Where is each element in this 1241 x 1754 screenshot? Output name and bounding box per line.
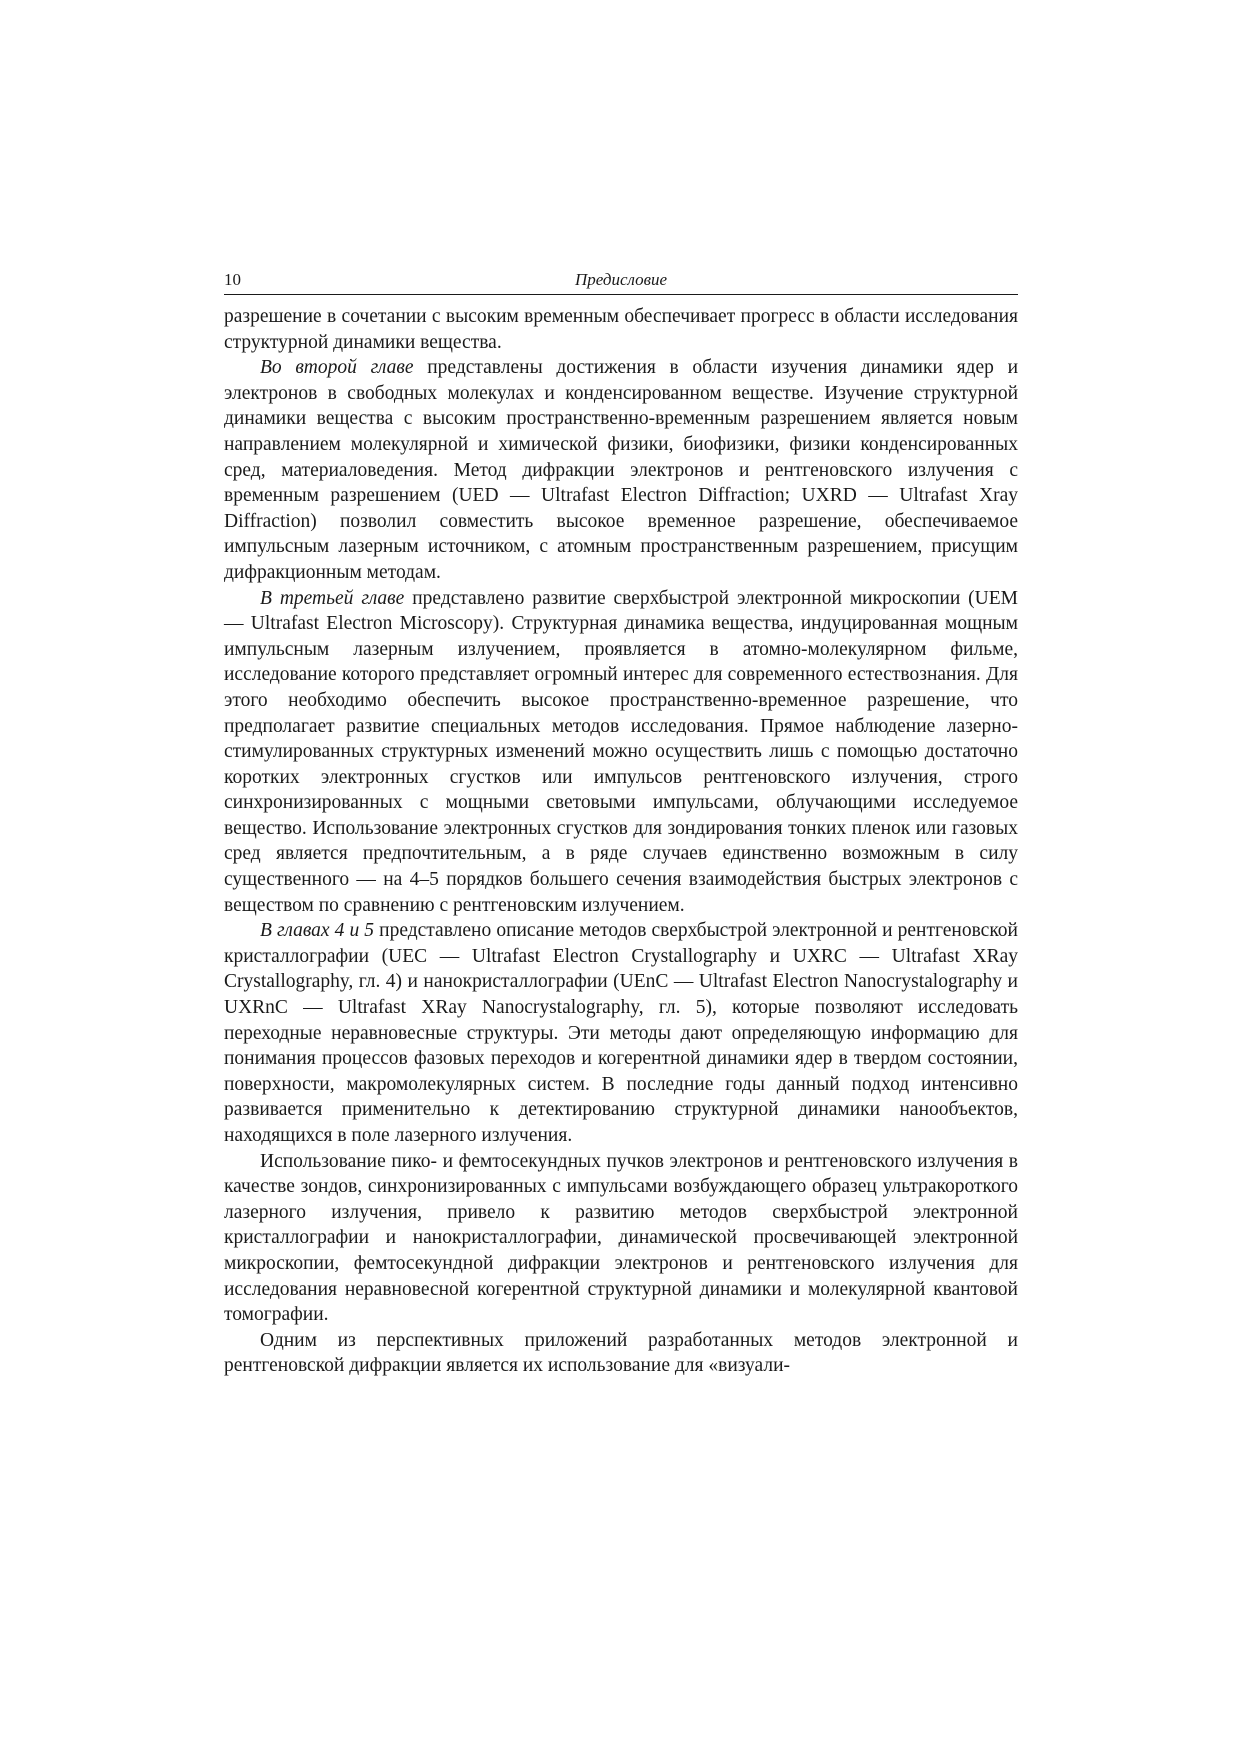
book-page [224,268,1018,1379]
paragraph-text: Использование пико- и фемтосекундных пучков электронов и рентгеновского излучения в качестве зондов, синхронизированных с импульсами возбуждающего образец ультракороткого лазерного излучения, привело к развитию методов сверхбыстрой электронной кристаллографии и нанокристаллографии, динамической просвечивающей электронной микроскопии, фемтосекундной дифракции электронов и рентгеновского излучения для исследования неравновесной когерентной структурной динамики и молекулярной квантовой томографии. [224,1150,1018,1326]
paragraph-lead: В третьей главе [260,587,405,609]
paragraph-text: представлено описание методов сверхбыстрой электронной и рентгеновской кристаллографии (UEC — Ultrafast Electron Crystallography и UXRC — Ultrafast XRay Crystallography, гл. 4) и нанокристаллографии (UEnC — Ultrafast Electron Nanocrystalography и UXRnC — Ultrafast XRay Nanocrystalography, гл. 5), которые позволяют исследовать переходные неравновесные структуры. Эти методы дают определяющую информацию для понимания процессов фазовых переходов и когерентной динамики ядер в твердом состоянии, поверхности, макромолекулярных систем. В последние годы данный подход интенсивно развивается применительно к детектированию структурной динамики нанообъектов, находящихся в поле лазерного излучения. [224,920,1018,1146]
paragraph-text: представлено развитие сверхбыстрой электронной микроскопии (UEM — Ultrafast Electron Microscopy). Структурная динамика вещества, индуцированная мощным импульсным лазерным излучением, проявляется в атомно-молекулярном фильме, исследование которого представляет огромный интерес для современного естествознания. Для этого необходимо обеспечить высокое пространственно-временное разрешение, что предполагает развитие специальных методов исследования. Прямое наблюдение лазерно-стимулированных структурных изменений можно осуществить лишь с помощью достаточно коротких электронных сгустков или импульсов рентгеновского излучения, строго синхронизированных с мощными световыми импульсами, облучающими исследуемое вещество. Использование электронных сгустков для зондирования тонких пленок или газовых сред является предпочтительным, а в ряде случаев единственно возможным в силу существенного — на 4–5 порядков большего сечения взаимодействия быстрых электронов с веществом по сравнению с рентгеновским излучением. [224,587,1019,916]
running-title: Предисловие [574,270,668,289]
paragraph-lead: В главах 4 и 5 [260,920,375,942]
running-head [224,268,1018,295]
paragraph-chapters-4-5 [224,918,1018,1148]
paragraph-methods [224,1149,1018,1328]
paragraph-chapter-3 [224,586,1018,919]
text-body [224,304,1018,1379]
paragraph-text: Одним из перспективных приложений разработанных методов электронной и рентгеновской дифракции является их использование для «визуали- [224,1329,1018,1377]
paragraph-text: разрешение в сочетании с высоким временным обеспечивает прогресс в области исследования структурной динамики вещества. [224,306,1018,353]
paragraph-chapter-2 [224,355,1018,585]
paragraph-text: представлены достижения в области изучения динамики ядер и электронов в свободных молекулах и конденсированном веществе. Изучение структурной динамики вещества с высоким пространственно-временным разрешением является новым направлением молекулярной и химической физики, биофизики, физики конденсированных сред, материаловедения. Метод дифракции электронов и рентгеновского излучения с временным разрешением (UED — Ultrafast Electron Diffraction; UXRD — Ultrafast Xray Diffraction) позволил совместить высокое временное разрешение, обеспечиваемое импульсным лазерным источником, с атомным пространственным разрешением, присущим дифракционным методам. [224,357,1018,583]
paragraph-applications [224,1328,1018,1379]
paragraph-continuation [224,304,1018,355]
page-number: 10 [224,270,241,289]
paragraph-lead: Во второй главе [260,357,414,379]
